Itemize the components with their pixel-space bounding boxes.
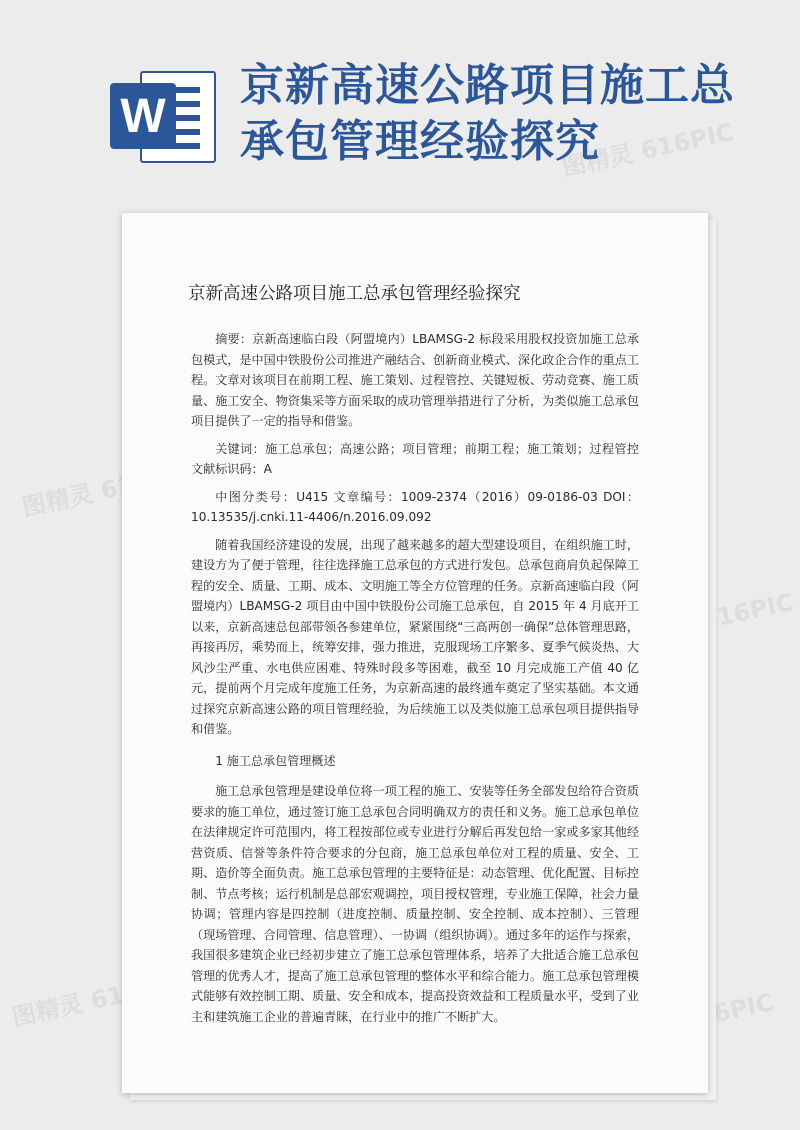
classification-paragraph: 中图分类号：U415 文章编号：1009-2374（2016）09-0186-03 DOI：10.13535/j.cnki.11-4406/n.2016.09.092	[191, 489, 639, 524]
section-paragraph: 施工总承包管理是建设单位将一项工程的施工、安装等任务全部发包给符合资质要求的施工单位，通过签订施工总承包合同明确双方的责任和义务。施工总承包单位在法律规定许可范围内，将工程按部位或专业进行分解后再发包给一家或多家其他经营资质、信誉等条件符合要求的分包商，施工总承包单位对工程的质量、安全、工期、造价等全面负责。施工总承包管理的主要特征是：动态管理、优化配置、目标控制、节点考核；运行机制是总部宏观调控，项目授权管理，专业施工保障，社会力量协调；管理内容是四控制（进度控制、质量控制、安全控制、成本控制）、三管理（现场管理、合同管理、信息管理）、一协调（组织协调）。通过多年的运作与探索，我国很多建筑企业已经初步建立了施工总承包管理体系，培养了大批适合施工总承包管理的优秀人才，提高了施工总承包管理的整体水平和综合能力。施工总承包管理模式能够有效控制工期、质量、安全和成本，提高投资效益和工程质量水平，受到了业主和建筑施工企业的普遍青睐，在行业中的推广不断扩大。	[191, 784, 639, 1024]
document-title: 京新高速公路项目施工总承包管理经验探究	[188, 284, 521, 304]
word-badge: W	[110, 83, 176, 149]
document-body	[191, 329, 639, 1027]
banner	[0, 0, 800, 200]
intro-paragraph: 随着我国经济建设的发展，出现了越来越多的超大型建设项目，在组织施工时，建设方为了便于管理，往往选择施工总承包的方式进行发包。总承包商肩负起保障工程的安全、质量、工期、成本、文明施工等全方位管理的任务。京新高速临白段（阿盟境内）LBAMSG-2 项目由中国中铁股份公司施工总承包，自 2015 年 4 月底开工以来，京新高速总包部带领各参建单位，紧紧围绕“三高两创一确保”总体管理思路，再接再厉，乘势而上，统筹安排，强力推进，克服现场工序繁多、夏季气候炎热、大风沙尘严重、水电供应困难、特殊时段多等困难，截至 10 月完成施工产值 40 亿元，提前两个月完成年度施工任务，为京新高速的最终通车奠定了坚实基础。本文通过探究京新高速公路的项目管理经验，为后续施工以及类似施工总承包项目提供指导和借鉴。	[191, 537, 639, 736]
abstract-paragraph: 摘要：京新高速临白段（阿盟境内）LBAMSG-2 标段采用股权投资加施工总承包模式，是中国中铁股份公司推进产融结合、创新商业模式、深化政企合作的重点工程。文章对该项目在前期工程、施工策划、过程管控、关键短板、劳动竞赛、施工质量、施工安全、物资集采等方面采取的成功管理举措进行了分析，为类似施工总承包项目提供了一定的指导和借鉴。	[191, 332, 639, 428]
section-heading: 1 施工总承包管理概述	[215, 753, 336, 768]
banner-title: 京新高速公路项目施工总承包管理经验探究	[240, 60, 735, 167]
watermark: 图精灵 616PIC	[9, 968, 187, 1032]
keywords-paragraph: 关键词：施工总承包；高速公路；项目管理；前期工程；施工策划；过程管控 文献标识码：A	[191, 441, 639, 476]
watermark: 图精灵 616PIC	[559, 118, 737, 182]
word-document-icon	[110, 65, 214, 165]
watermark: 616PIC	[678, 988, 777, 1036]
watermark: 图精灵 616PIC	[19, 458, 197, 522]
watermark: 616PIC	[698, 588, 797, 636]
